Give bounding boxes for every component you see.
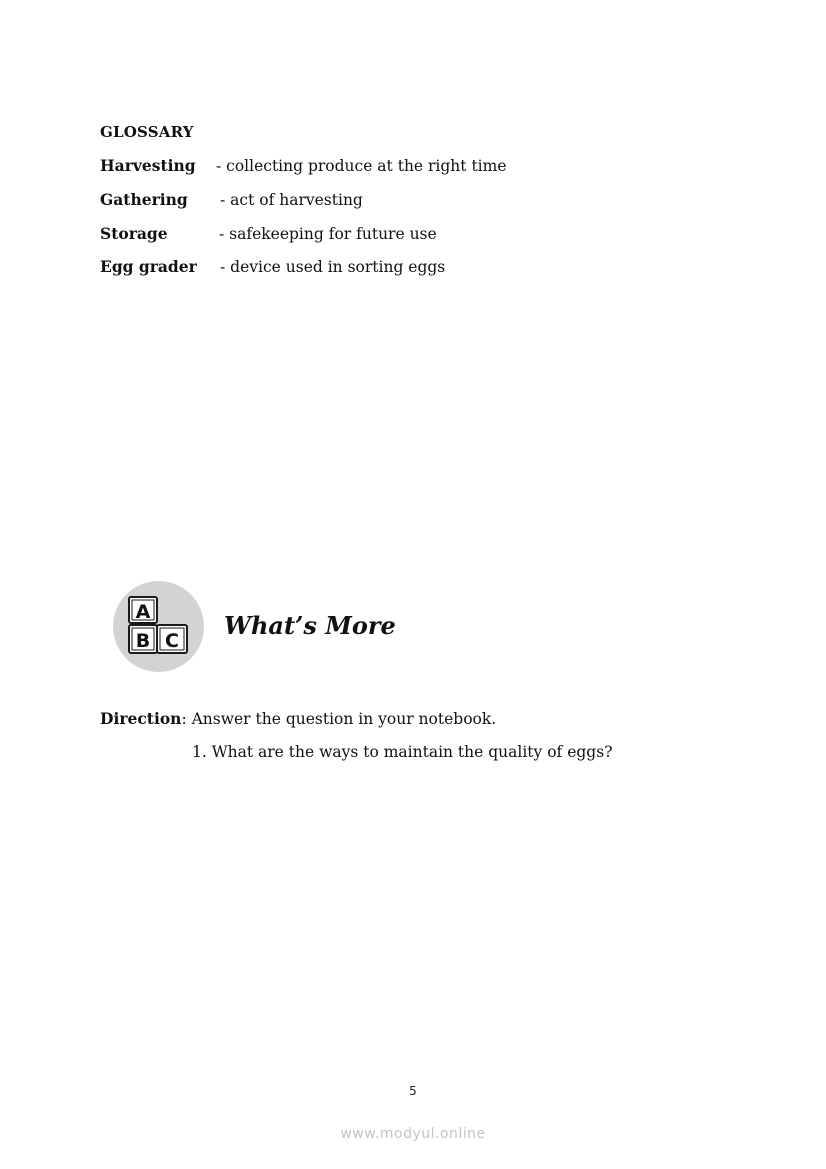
direction-instruction: : Answer the question in your notebook. [181, 710, 497, 728]
block-letter-b: B [135, 630, 151, 652]
question-item: 1. What are the ways to maintain the quality of eggs? [192, 743, 613, 761]
direction-text [100, 708, 496, 730]
abc-blocks-icon [113, 581, 204, 672]
glossary-definition: - device used in sorting eggs [220, 258, 446, 276]
block-letter-a: A [135, 601, 151, 623]
glossary-title: GLOSSARY [100, 123, 194, 141]
direction-label: Direction [100, 709, 182, 728]
block-a-icon [129, 597, 157, 623]
glossary-definition: - safekeeping for future use [219, 225, 437, 243]
glossary-term: Storage [100, 224, 168, 243]
glossary-term: Harvesting [100, 156, 196, 175]
glossary-term: Egg grader [100, 257, 197, 276]
page-number: 5 [409, 1084, 417, 1098]
section-title: What’s More [224, 611, 396, 640]
glossary-term: Gathering [100, 190, 188, 209]
watermark: www.modyul.online [340, 1126, 486, 1142]
block-c-icon [157, 625, 187, 653]
glossary-definition: - collecting produce at the right time [216, 157, 507, 175]
glossary-definition: - act of harvesting [220, 191, 363, 209]
block-letter-c: C [165, 630, 179, 652]
block-b-icon [129, 625, 157, 653]
